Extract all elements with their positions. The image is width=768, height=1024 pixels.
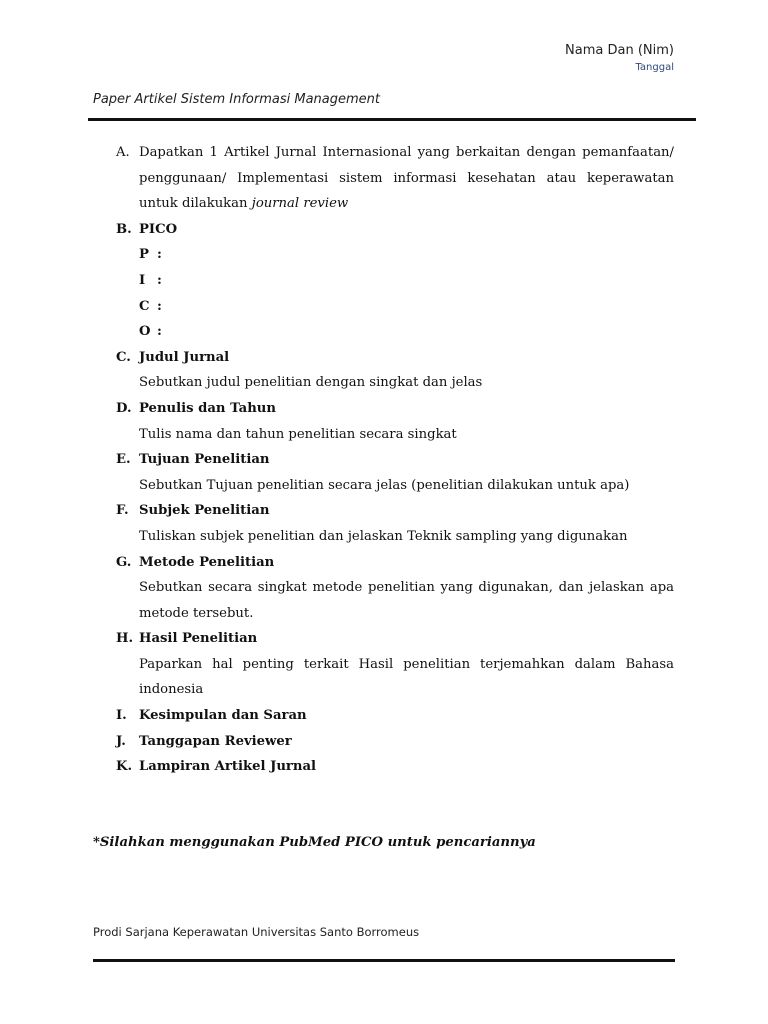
item-description: Tuliskan subjek penelitian dan jelaskan Teknik sampling yang digunakan: [139, 528, 628, 544]
item-description: Tulis nama dan tahun penelitian secara singkat: [139, 426, 457, 442]
item-heading: Penulis dan Tahun: [139, 400, 276, 416]
list-item-h: [116, 626, 674, 703]
footer-divider: [93, 959, 675, 962]
item-letter: F.: [116, 503, 129, 519]
item-letter: J.: [116, 733, 126, 749]
pico-key: C: [139, 298, 150, 314]
item-heading: Kesimpulan dan Saran: [139, 708, 307, 724]
list-item-j: [116, 729, 674, 755]
list-item-c: [116, 345, 674, 396]
header-divider: [88, 118, 696, 121]
item-text-italic: journal review: [251, 196, 349, 212]
list-item-k: [116, 754, 674, 780]
item-text: [139, 140, 674, 217]
pico-key: O: [139, 324, 151, 340]
item-letter: E.: [116, 452, 131, 468]
list-item-b: [116, 217, 674, 345]
pico-key: I: [139, 272, 146, 288]
pico-separator: :: [157, 298, 162, 314]
item-description: Sebutkan secara singkat metode penelitian yang digunakan, dan jelaskan apa metode tersebut.: [139, 580, 674, 621]
author-name-placeholder: Nama Dan (Nim): [565, 43, 674, 58]
date-placeholder: Tanggal: [635, 62, 674, 73]
pico-separator: :: [157, 324, 162, 340]
pico-row-i: [139, 268, 674, 294]
instruction-list: [116, 140, 674, 780]
item-letter: C.: [116, 349, 131, 365]
pico-key: P: [139, 247, 149, 263]
list-item-d: [116, 396, 674, 447]
document-title: Paper Artikel Sistem Informasi Management: [93, 92, 381, 107]
list-item-i: [116, 703, 674, 729]
item-letter: A.: [116, 145, 130, 160]
item-letter: I.: [116, 708, 127, 724]
list-item-f: [116, 498, 674, 549]
item-heading: Metode Penelitian: [139, 554, 275, 570]
item-letter: D.: [116, 400, 132, 416]
item-heading: Lampiran Artikel Jurnal: [139, 759, 317, 775]
item-letter: G.: [116, 554, 132, 570]
footer-institution: Prodi Sarjana Keperawatan Universitas Santo Borromeus: [93, 925, 420, 939]
item-heading: Tujuan Penelitian: [139, 452, 270, 468]
item-heading: Tanggapan Reviewer: [139, 733, 292, 749]
item-heading: Subjek Penelitian: [139, 503, 270, 519]
item-letter: B.: [116, 221, 132, 237]
pico-separator: :: [157, 272, 162, 288]
item-heading: Hasil Penelitian: [139, 631, 258, 647]
item-letter: K.: [116, 759, 133, 775]
pico-separator: :: [157, 247, 162, 263]
pico-row-c: [139, 294, 674, 320]
list-item-e: [116, 447, 674, 498]
pico-row-o: [139, 319, 674, 345]
item-description: Sebutkan Tujuan penelitian secara jelas (penelitian dilakukan untuk apa): [139, 477, 630, 493]
pico-row-p: [139, 242, 674, 268]
item-text-main: Dapatkan 1 Artikel Jurnal Internasional yang berkaitan dengan pemanfaatan/ penggunaan/ Implementasi sistem informasi kesehatan atau keperawatan untuk dilakukan: [139, 145, 674, 212]
item-description: Sebutkan judul penelitian dengan singkat dan jelas: [139, 375, 483, 391]
item-description: Paparkan hal penting terkait Hasil penelitian terjemahkan dalam Bahasa indonesia: [139, 656, 674, 698]
item-letter: H.: [116, 631, 134, 647]
list-item-a: [116, 140, 674, 217]
list-item-g: [116, 550, 674, 627]
item-heading: Judul Jurnal: [139, 349, 230, 365]
item-heading: PICO: [139, 221, 178, 237]
search-note: *Silahkan menggunakan PubMed PICO untuk pencariannya: [93, 835, 536, 850]
